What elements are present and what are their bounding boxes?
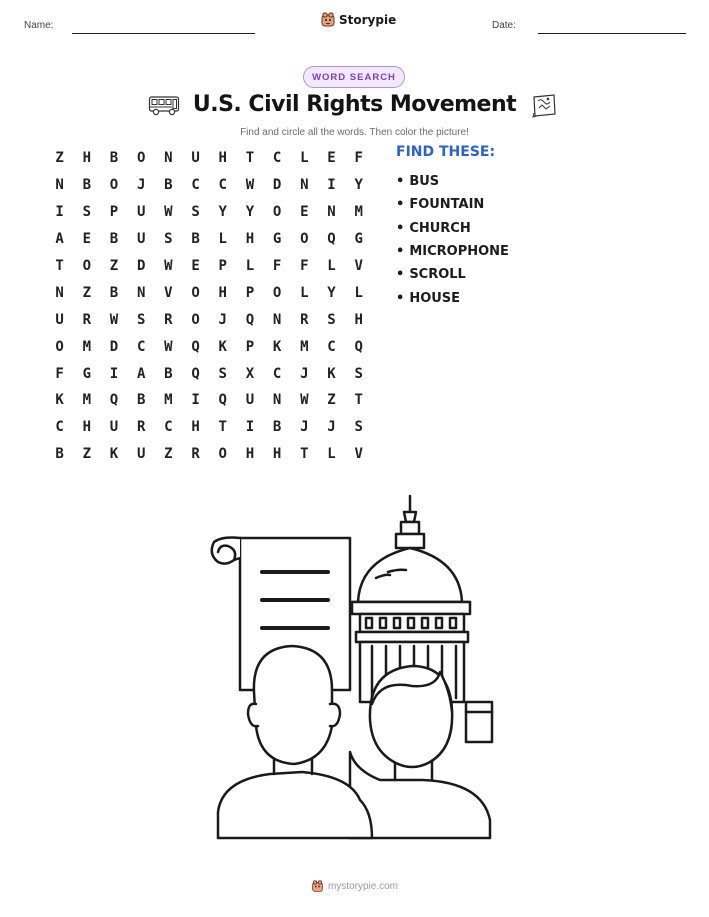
grid-row	[46, 279, 372, 306]
grid-letter[interactable]: H	[82, 150, 91, 167]
grid-letter[interactable]: R	[82, 311, 91, 328]
grid-letter[interactable]: B	[109, 231, 119, 248]
grid-letter[interactable]: T	[55, 258, 64, 274]
grid-letter[interactable]: Z	[109, 258, 119, 274]
grid-letter[interactable]: K	[327, 365, 336, 382]
grid-letter[interactable]: W	[109, 311, 119, 328]
grid-letter[interactable]: H	[245, 446, 255, 463]
name-line	[72, 33, 255, 34]
grid-letter[interactable]: Q	[218, 392, 227, 409]
grid-row	[46, 253, 372, 280]
bullet: •	[396, 244, 405, 260]
grid-letter[interactable]: T	[300, 446, 309, 463]
grid-letter[interactable]: Y	[327, 284, 336, 301]
grid-letter[interactable]: J	[327, 419, 336, 436]
grid-letter[interactable]: C	[191, 177, 200, 194]
footer	[0, 880, 709, 893]
grid-letter[interactable]: U	[136, 204, 146, 221]
grid-letter[interactable]: U	[136, 446, 146, 463]
grid-letter[interactable]: Q	[191, 338, 200, 355]
grid-letter[interactable]: W	[164, 338, 173, 355]
grid-letter[interactable]: K	[55, 392, 64, 409]
word-list-item	[396, 240, 509, 263]
grid-row	[46, 145, 372, 172]
grid-letter[interactable]: L	[354, 284, 363, 301]
grid-row	[46, 360, 372, 387]
grid-letter[interactable]: R	[164, 311, 173, 328]
bullet: •	[396, 220, 405, 236]
word-label: FOUNTAIN	[409, 197, 485, 213]
grid-letter[interactable]: M	[82, 392, 91, 409]
grid-letter[interactable]: X	[245, 365, 255, 382]
grid-letter[interactable]: I	[245, 419, 255, 436]
grid-letter[interactable]: A	[55, 231, 64, 248]
grid-letter[interactable]: E	[191, 258, 200, 274]
grid-letter[interactable]: D	[272, 177, 282, 194]
brand	[320, 12, 396, 28]
word-list-item	[396, 193, 509, 216]
grid-letter[interactable]: J	[136, 177, 146, 194]
grid-letter[interactable]: V	[164, 284, 173, 301]
grid-letter[interactable]: H	[272, 446, 282, 463]
grid-letter[interactable]: Z	[327, 392, 336, 409]
grid-letter[interactable]: F	[55, 365, 64, 382]
grid-letter[interactable]: P	[218, 258, 227, 274]
grid-letter[interactable]: W	[164, 204, 173, 221]
grid-letter[interactable]: C	[272, 365, 282, 382]
grid-letter[interactable]: C	[218, 177, 227, 194]
grid-letter[interactable]: O	[300, 231, 309, 248]
word-label: SCROLL	[409, 267, 466, 283]
grid-letter[interactable]: P	[245, 338, 255, 355]
name-label: Name:	[24, 20, 54, 31]
grid-row	[46, 199, 372, 226]
grid-letter[interactable]: V	[354, 446, 363, 463]
grid-letter[interactable]: O	[191, 311, 200, 328]
grid-row	[46, 172, 372, 199]
grid-letter[interactable]: N	[164, 150, 173, 167]
find-heading: FIND THESE:	[396, 144, 496, 160]
grid-letter[interactable]: W	[300, 392, 309, 409]
grid-letter[interactable]: F	[300, 258, 309, 274]
grid-letter[interactable]: B	[109, 150, 119, 167]
storypie-mascot-icon	[311, 880, 324, 893]
word-list	[396, 170, 509, 310]
grid-letter[interactable]: O	[55, 338, 64, 355]
grid-letter[interactable]: O	[82, 258, 91, 274]
word-list-item	[396, 217, 509, 240]
grid-letter[interactable]: S	[218, 365, 227, 382]
word-list-item	[396, 286, 509, 309]
grid-letter[interactable]: F	[354, 150, 363, 167]
grid-letter[interactable]: O	[272, 204, 282, 221]
grid-letter[interactable]: O	[109, 177, 119, 194]
grid-letter[interactable]: S	[164, 231, 173, 248]
grid-letter[interactable]: U	[109, 419, 119, 436]
bullet: •	[396, 197, 405, 213]
grid-letter[interactable]: S	[136, 311, 146, 328]
grid-row	[46, 441, 372, 468]
grid-letter[interactable]: Z	[82, 284, 91, 301]
grid-letter[interactable]: B	[136, 392, 146, 409]
instructions: Find and circle all the words. Then color the picture!	[240, 127, 469, 138]
bullet: •	[396, 290, 405, 306]
grid-letter[interactable]: Q	[245, 311, 255, 328]
grid-letter[interactable]: J	[300, 419, 309, 436]
grid-letter[interactable]: L	[327, 258, 336, 274]
grid-letter[interactable]: L	[300, 150, 309, 167]
grid-letter[interactable]: H	[218, 284, 227, 301]
storypie-mascot-icon	[320, 12, 336, 28]
grid-letter[interactable]: K	[218, 338, 227, 355]
grid-letter[interactable]: L	[218, 231, 227, 248]
word-list-item	[396, 263, 509, 286]
grid-letter[interactable]: R	[300, 311, 309, 328]
grid-letter[interactable]: E	[82, 231, 91, 248]
grid-letter[interactable]: F	[272, 258, 282, 274]
grid-letter[interactable]: G	[354, 231, 363, 248]
grid-letter[interactable]: C	[272, 150, 282, 167]
bullet: •	[396, 267, 405, 283]
grid-letter[interactable]: O	[218, 446, 227, 463]
grid-letter[interactable]: I	[109, 365, 119, 382]
word-label: BUS	[409, 174, 440, 190]
grid-letter[interactable]: H	[354, 311, 363, 328]
grid-letter[interactable]: C	[55, 419, 64, 436]
grid-letter[interactable]: I	[191, 392, 200, 409]
grid-letter[interactable]: M	[164, 392, 173, 409]
grid-letter[interactable]: E	[327, 150, 336, 167]
word-label: MICROPHONE	[409, 244, 509, 260]
page-title: U.S. Civil Rights Movement	[192, 92, 517, 117]
word-search-grid	[46, 145, 372, 468]
brand-name: Storypie	[339, 13, 397, 27]
grid-letter[interactable]: Q	[327, 231, 336, 248]
grid-letter[interactable]: J	[300, 365, 309, 382]
grid-letter[interactable]: S	[354, 419, 363, 436]
grid-letter[interactable]: N	[272, 311, 282, 328]
grid-letter[interactable]: D	[136, 258, 146, 274]
grid-letter[interactable]: Y	[245, 204, 255, 221]
word-label: CHURCH	[409, 220, 471, 236]
grid-letter[interactable]: Z	[164, 446, 173, 463]
civil-rights-illustration	[200, 490, 500, 850]
grid-letter[interactable]: V	[354, 258, 363, 274]
bullet: •	[396, 174, 405, 190]
grid-letter[interactable]: U	[136, 231, 146, 248]
grid-letter[interactable]: S	[354, 365, 363, 382]
grid-letter[interactable]: B	[164, 365, 173, 382]
grid-letter[interactable]: Q	[191, 365, 200, 382]
grid-letter[interactable]: H	[191, 419, 200, 436]
grid-letter[interactable]: C	[164, 419, 173, 436]
grid-letter[interactable]: B	[191, 231, 200, 248]
grid-letter[interactable]: I	[55, 204, 64, 221]
grid-row	[46, 333, 372, 360]
grid-letter[interactable]: D	[109, 338, 119, 355]
grid-letter[interactable]: M	[354, 204, 363, 221]
grid-row	[46, 387, 372, 414]
grid-letter[interactable]: H	[82, 419, 91, 436]
grid-letter[interactable]: G	[82, 365, 91, 382]
grid-letter[interactable]: I	[327, 177, 336, 194]
grid-letter[interactable]: N	[272, 392, 282, 409]
grid-letter[interactable]: Y	[354, 177, 363, 194]
word-label: HOUSE	[409, 290, 461, 306]
grid-letter[interactable]: N	[327, 204, 336, 221]
grid-letter[interactable]: U	[55, 311, 64, 328]
grid-letter[interactable]: E	[300, 204, 309, 221]
grid-letter[interactable]: L	[245, 258, 255, 274]
footer-url: mystorypie.com	[327, 881, 398, 892]
grid-letter[interactable]: P	[109, 204, 119, 221]
grid-letter[interactable]: R	[136, 419, 146, 436]
grid-row	[46, 306, 372, 333]
grid-letter[interactable]: N	[136, 284, 146, 301]
grid-letter[interactable]: T	[245, 150, 255, 167]
grid-letter[interactable]: C	[136, 338, 146, 355]
grid-letter[interactable]: Z	[82, 446, 91, 463]
grid-letter[interactable]: W	[164, 258, 173, 274]
grid-letter[interactable]: L	[327, 446, 336, 463]
grid-letter[interactable]: B	[272, 419, 282, 436]
grid-letter[interactable]: O	[272, 284, 282, 301]
grid-letter[interactable]: S	[327, 311, 336, 328]
grid-letter[interactable]: O	[136, 150, 146, 167]
grid-letter[interactable]: L	[300, 284, 309, 301]
grid-letter[interactable]: N	[55, 177, 64, 194]
grid-letter[interactable]: T	[218, 419, 227, 436]
grid-letter[interactable]: M	[300, 338, 309, 355]
grid-letter[interactable]: Y	[218, 204, 227, 221]
grid-letter[interactable]: U	[245, 392, 255, 409]
grid-row	[46, 414, 372, 441]
grid-letter[interactable]: R	[191, 446, 200, 463]
grid-letter[interactable]: G	[272, 231, 282, 248]
date-line	[538, 33, 686, 34]
grid-letter[interactable]: Z	[55, 150, 64, 167]
grid-letter[interactable]: P	[245, 284, 255, 301]
grid-letter[interactable]: M	[82, 338, 91, 355]
grid-letter[interactable]: U	[191, 150, 200, 167]
grid-letter[interactable]: C	[327, 338, 336, 355]
grid-letter[interactable]: Q	[354, 338, 363, 355]
grid-letter[interactable]: N	[55, 284, 64, 301]
grid-letter[interactable]: B	[55, 446, 64, 463]
grid-letter[interactable]: S	[82, 204, 91, 221]
grid-letter[interactable]: B	[109, 284, 119, 301]
grid-letter[interactable]: H	[218, 150, 227, 167]
grid-letter[interactable]: W	[245, 177, 255, 194]
grid-letter[interactable]: H	[245, 231, 255, 248]
grid-letter[interactable]: O	[191, 284, 200, 301]
grid-letter[interactable]: A	[136, 365, 146, 382]
grid-letter[interactable]: S	[191, 204, 200, 221]
date-label: Date:	[492, 20, 516, 31]
grid-row	[46, 226, 372, 253]
grid-letter[interactable]: Q	[109, 392, 119, 409]
grid-letter[interactable]: K	[272, 338, 282, 355]
grid-letter[interactable]: B	[164, 177, 173, 194]
word-list-item	[396, 170, 509, 193]
grid-letter[interactable]: B	[82, 177, 91, 194]
grid-letter[interactable]: N	[300, 177, 309, 194]
grid-letter[interactable]: K	[109, 446, 119, 463]
word-search-badge: WORD SEARCH	[303, 66, 405, 88]
grid-letter[interactable]: J	[218, 311, 227, 328]
grid-letter[interactable]: T	[354, 392, 363, 409]
